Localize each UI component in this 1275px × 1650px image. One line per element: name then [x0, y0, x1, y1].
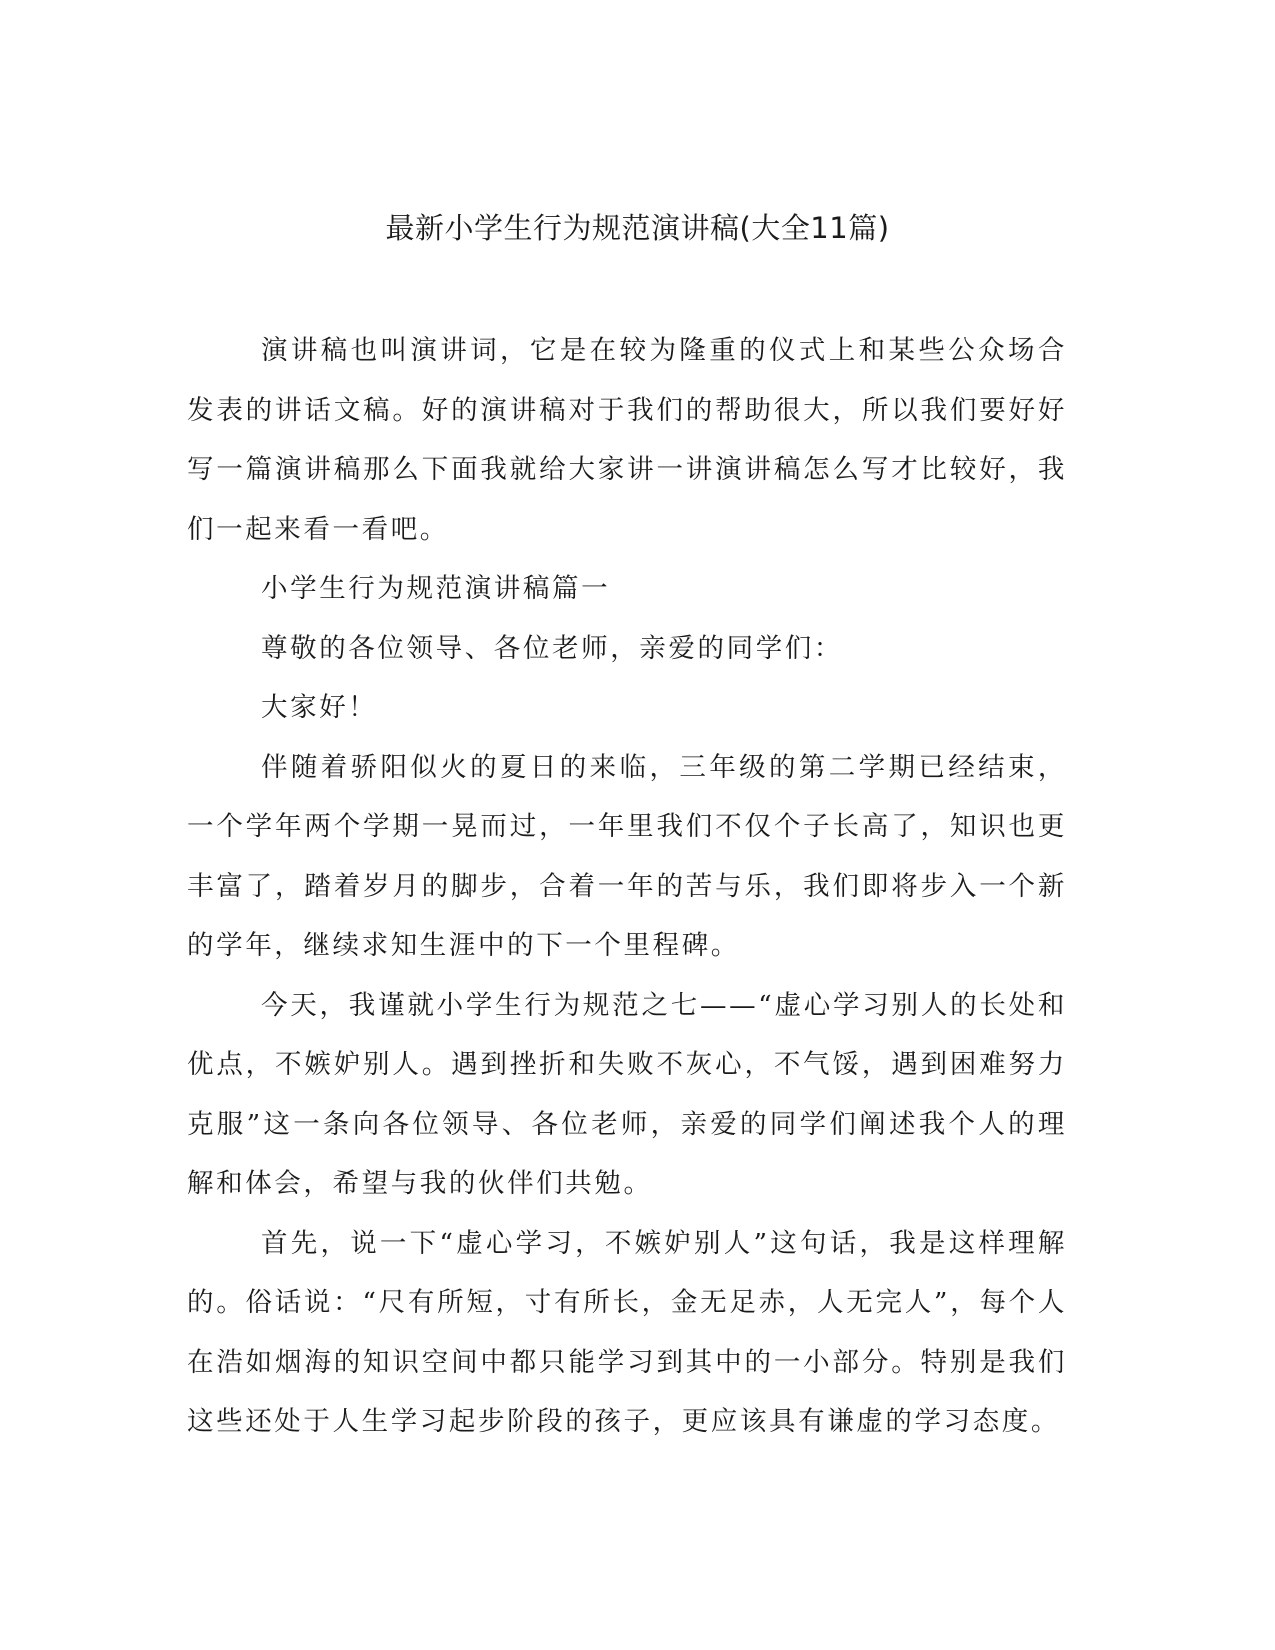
section-heading: 小学生行为规范演讲稿篇一 [261, 573, 611, 604]
body-paragraph: 伴随着骄阳似火的夏日的来临，三年级的第二学期已经结束，一个学年两个学期一晃而过，一年里我们不仅个子长高了，知识也更丰富了，踏着岁月的脚步，合着一年的苦与乐，我们即将步入一个新的学年，继续求知生涯中的下一个里程碑。 [187, 751, 1067, 961]
body-paragraph: 今天，我谨就小学生行为规范之七——“虚心学习别人的长处和优点，不嫉妒别人。遇到挫折和失败不灰心，不气馁，遇到困难努力克服”这一条向各位领导、各位老师，亲爱的同学们阐述我个人的理解和体会，希望与我的伙伴们共勉。 [187, 989, 1067, 1199]
document-body [187, 321, 1067, 1452]
greeting-paragraph: 大家好！ [261, 692, 378, 723]
salutation-paragraph: 尊敬的各位领导、各位老师，亲爱的同学们： [261, 632, 843, 664]
intro-paragraph: 演讲稿也叫演讲词，它是在较为隆重的仪式上和某些公众场合发表的讲话文稿。好的演讲稿对于我们的帮助很大，所以我们要好好写一篇演讲稿那么下面我就给大家讲一讲演讲稿怎么写才比较好，我们一起来看一看吧。 [187, 335, 1067, 545]
document-title: 最新小学生行为规范演讲稿(大全11篇) [385, 211, 890, 245]
body-paragraph: 首先，说一下“虚心学习，不嫉妒别人”这句话，我是这样理解的。俗话说：“尺有所短，寸有所长，金无足赤，人无完人”，每个人在浩如烟海的知识空间中都只能学习到其中的一小部分。特别是我们这些还处于人生学习起步阶段的孩子，更应该具有谦虚的学习态度。 [187, 1227, 1067, 1437]
